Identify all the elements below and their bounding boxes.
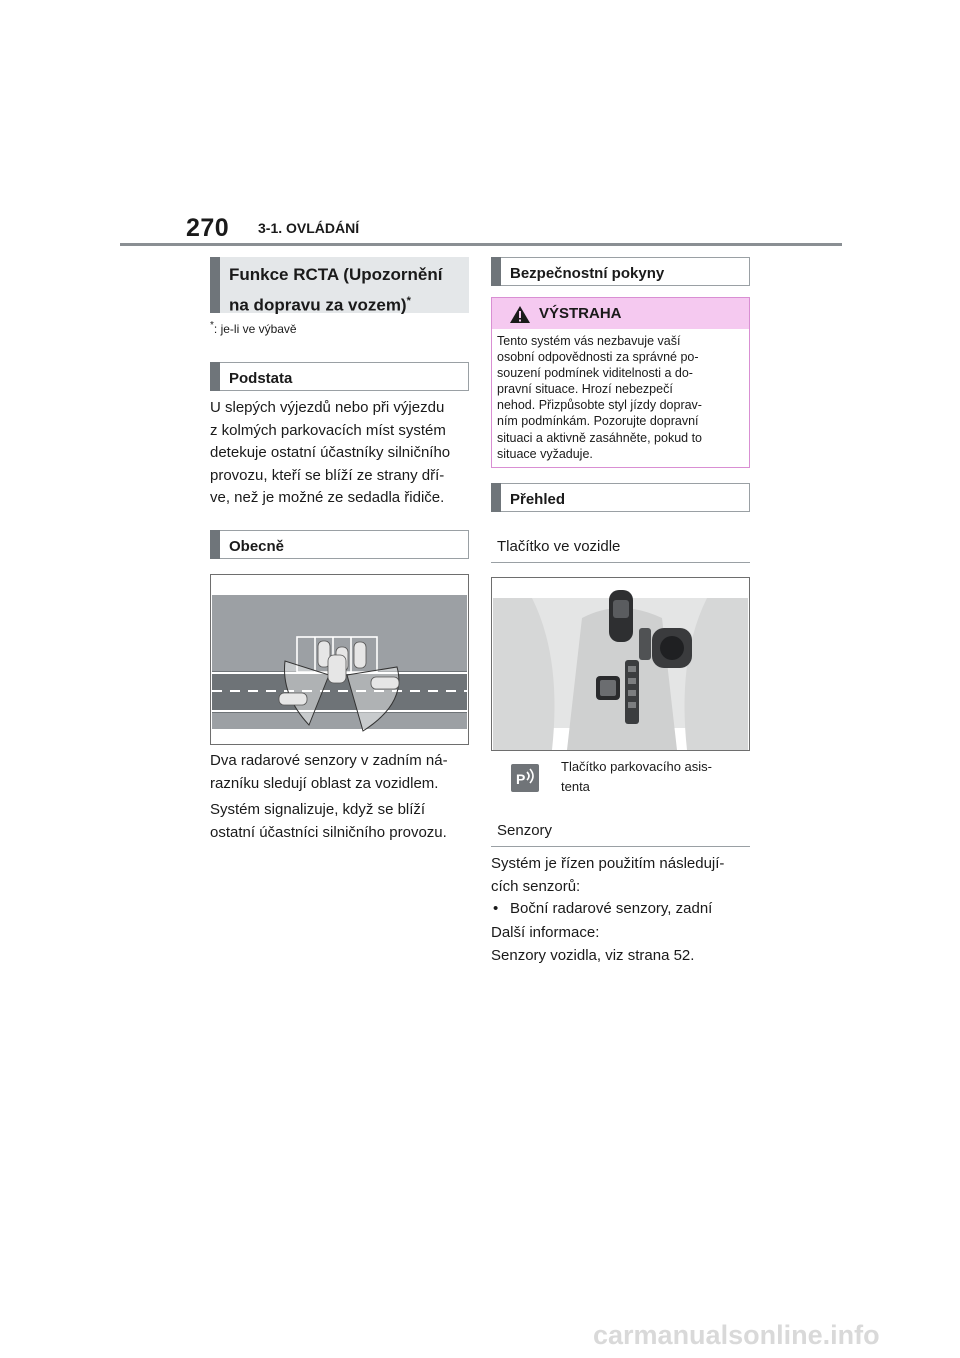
signal-paragraph (210, 799, 470, 844)
main-heading-mark: * (406, 295, 411, 307)
footnote (210, 320, 297, 336)
warning-title: VÝSTRAHA (539, 305, 622, 322)
footnote-text: : je-li ve výbavě (213, 322, 297, 336)
safety-heading-text: Bezpečnostní pokyny (510, 265, 665, 282)
subheading-rule (491, 562, 750, 563)
warning-header (492, 298, 749, 329)
podstata-heading-text: Podstata (229, 370, 293, 387)
more-info-label: Další informace: (491, 924, 600, 941)
safety-heading (491, 257, 750, 286)
warning-box (491, 297, 750, 468)
main-heading-text (229, 262, 462, 319)
sensors-paragraph (491, 853, 753, 921)
text-line: Systém signalizuje, když se blíží (210, 801, 426, 818)
heading-bar (210, 530, 220, 559)
parking-radar-figure (210, 574, 469, 745)
bullet-item (491, 898, 753, 921)
console-figure (491, 577, 750, 751)
bullet-text: Boční radarové senzory, zadní (510, 900, 713, 917)
radar-paragraph (210, 750, 470, 795)
warning-triangle-icon (509, 305, 531, 324)
main-heading-line1: Funkce RCTA (Upozornění (229, 265, 443, 284)
button-subheading: Tlačítko ve vozidle (497, 538, 621, 555)
text-line: razníku sledují oblast za vozidlem. (210, 774, 439, 792)
chapter-title: 3-1. OVLÁDÁNÍ (258, 220, 360, 236)
overview-heading (491, 483, 750, 512)
text-line: detekuje ostatní účastníky silničního (210, 444, 451, 461)
text-line: provozu, kteří se blíží ze strany dří- (210, 466, 445, 484)
text-line: U slepých výjezdů nebo při výjezdu (210, 399, 445, 416)
text-line: Systém je řízen použitím následují- (491, 855, 725, 872)
text-line: ve, než je možné ze sedadla řidiče. (210, 489, 445, 506)
text-line: cích senzorů: (491, 877, 581, 895)
obecne-heading (210, 530, 469, 559)
page-number: 270 (186, 214, 230, 242)
main-section-heading (210, 257, 469, 313)
sensors-subheading: Senzory (497, 822, 553, 839)
more-info-link[interactable]: Senzory vozidla, viz strana 52. (491, 946, 695, 964)
heading-bar (210, 362, 220, 391)
podstata-paragraph (210, 397, 470, 510)
obecne-heading-text: Obecně (229, 538, 285, 555)
watermark: carmanualsonline.info (593, 1320, 880, 1350)
footnote-mark: * (210, 320, 214, 331)
parking-radar-illustration (211, 575, 468, 744)
parking-assistant-button-icon (511, 764, 539, 792)
heading-bar (210, 257, 220, 313)
more-info (491, 922, 753, 967)
heading-bar (491, 483, 501, 512)
bullet-mark: • (493, 900, 499, 917)
assist-caption: Tlačítko parkovacího asis- tenta (561, 759, 713, 794)
subheading-rule (491, 846, 750, 847)
heading-bar (491, 257, 501, 286)
podstata-heading (210, 362, 469, 391)
header-divider (120, 243, 842, 246)
svg-text:P: P (516, 771, 526, 787)
main-heading-line2: na dopravu za vozem) (229, 295, 407, 315)
overview-heading-text: Přehled (510, 491, 566, 508)
warning-text: Tento systém vás nezbavuje vaší osobní odpovědnosti za správné po- souzení podmínek viditelnosti a do- pravní situace. Hrozí nebezpečí nehod. Přizpůsobte styl jízdy doprav- ním podmínkám. Pozorujte dopravní situaci a aktivně zasáhněte, pokud to situace vyžaduje. (497, 334, 702, 461)
center-console-photo (492, 578, 749, 750)
text-line: z kolmých parkovacích míst systém (210, 421, 446, 439)
text-line: Dva radarové senzory v zadním ná- (210, 752, 448, 769)
text-line: ostatní účastníci silničního provozu. (210, 823, 447, 841)
